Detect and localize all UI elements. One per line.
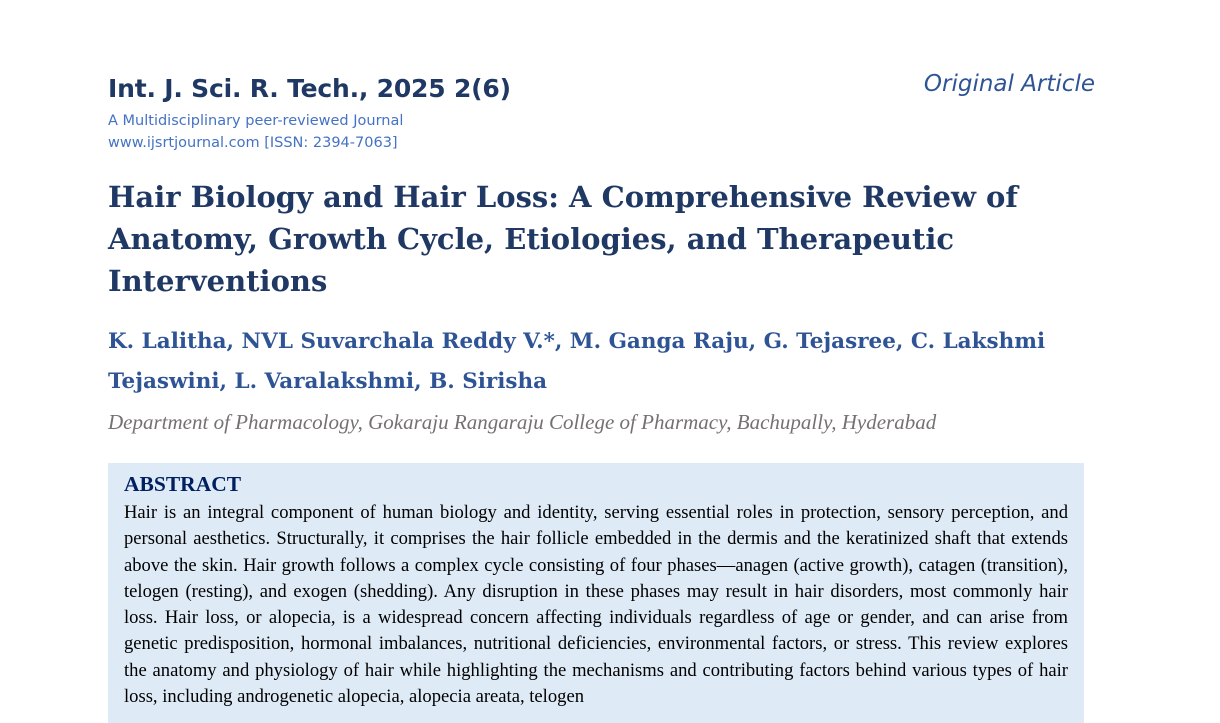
journal-website[interactable]: www.ijsrtjournal.com [ISSN: 2394-7063] bbox=[108, 135, 398, 151]
article-title: Hair Biology and Hair Loss: A Comprehensive Review of Anatomy, Growth Cycle, Etiologies, and Therapeutic Interventions bbox=[108, 180, 1018, 298]
author-list: K. Lalitha, NVL Suvarchala Reddy V.*, M. Ganga Raju, G. Tejasree, C. Lakshmi Tejaswini, L. Varalakshmi, B. Sirisha bbox=[108, 329, 1046, 394]
journal-name: Int. J. Sci. R. Tech., 2025 2(6) bbox=[108, 74, 511, 103]
abstract-heading: ABSTRACT bbox=[124, 472, 242, 496]
abstract-text: Hair is an integral component of human biology and identity, serving essential roles in protection, sensory perception, and personal aesthetics. Structurally, it comprises the hair follicle embedded in the dermis and the keratinized shaft that extends above the skin. Hair growth follows a complex cycle consisting of four phases—anagen (active growth), catagen (transition), telogen (resting), and exogen (shedding). Any disruption in these phases may result in hair disorders, most commonly hair loss. Hair loss, or alopecia, is a widespread concern affecting individuals regardless of age or gender, and can arise from genetic predisposition, hormonal imbalances, nutritional deficiencies, environmental factors, or stress. This review explores the anatomy and physiology of hair while highlighting the mechanisms and contributing factors behind various types of hair loss, including androgenetic alopecia, alopecia areata, telogen bbox=[124, 502, 1068, 708]
abstract-section bbox=[108, 463, 1084, 723]
journal-tagline: A Multidisciplinary peer-reviewed Journal bbox=[108, 113, 404, 129]
author-affiliation: Department of Pharmacology, Gokaraju Rangaraju College of Pharmacy, Bachupally, Hyderabad bbox=[108, 410, 937, 434]
article-type: Original Article bbox=[923, 71, 1095, 97]
